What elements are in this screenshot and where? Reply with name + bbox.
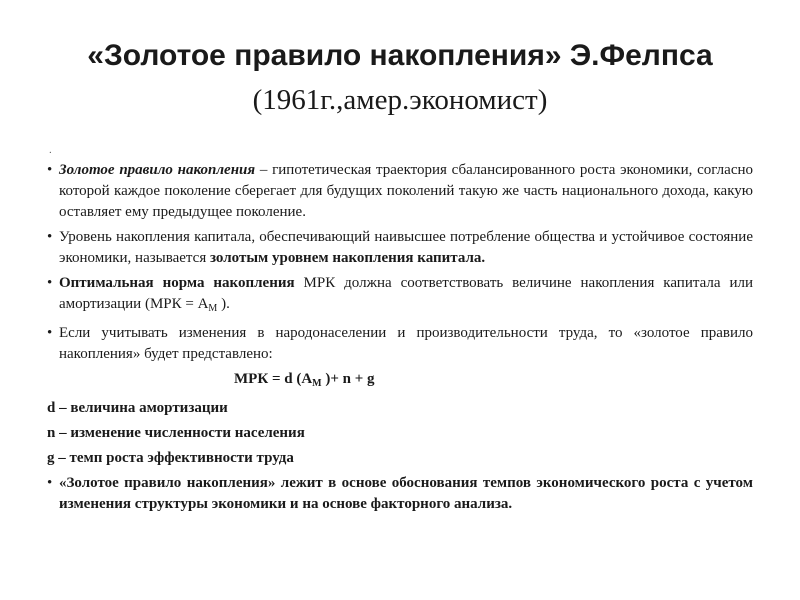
definition-n: n – изменение численности населения [47, 425, 305, 441]
definition-d: d – величина амортизации [47, 400, 228, 416]
bullet-item-golden-rule-definition [47, 160, 753, 223]
bullet-item-population-change [47, 323, 753, 365]
golden-level-text: Уровень накопления капитала, обеспечивающий наивысшее потребление общества и устойчивое состояние экономики, называется [59, 229, 753, 266]
formula-subscript: М [312, 378, 322, 389]
formula [47, 369, 753, 394]
optimal-rate-end: ). [217, 296, 230, 312]
bullet-item-optimal-rate [47, 273, 753, 319]
bullet-item-golden-level [47, 227, 753, 269]
golden-level-term: золотым уровнем накопления капитала. [209, 250, 486, 266]
optimal-rate-text: МРК должна соответствовать величине накопления капитала или амортизации (МРК = А [59, 275, 753, 312]
bullet-icon: • [47, 475, 53, 491]
bullet-icon: • [47, 275, 53, 291]
optimal-rate-term: Оптимальная норма накопления [59, 275, 295, 291]
bullet-icon: • [47, 162, 53, 178]
bullet-icon: • [47, 229, 53, 245]
definition-text: – гипотетическая траектория сбалансированного роста экономики, согласно которой каждое поколение сберегает для будущих поколений такую же часть национального дохода, какую оставляет ему предыдущее поколение. [59, 162, 754, 220]
bullet-icon: • [47, 325, 53, 341]
formula-part1: МРК = d (А [234, 371, 313, 387]
definition-g: g – темп роста эффективности труда [47, 450, 294, 466]
subscript-m: М [208, 303, 218, 314]
bullet-item-conclusion [47, 473, 753, 515]
stray-dot: . [49, 144, 52, 156]
formula-part2: )+ n + g [321, 371, 375, 387]
conclusion-text: «Золотое правило накопления» лежит в основе обоснования темпов экономического роста с учетом изменения структуры экономики и на основе факторного анализа. [59, 475, 753, 512]
term-golden-rule: Золотое правило накопления [59, 162, 256, 178]
content-area [47, 160, 753, 519]
slide-subtitle: (1961г.,амер.экономист) [252, 84, 548, 116]
slide-title: «Золотое правило накопления» Э.Фелпса [87, 39, 713, 72]
population-change-text: Если учитывать изменения в народонаселении и производительности труда, то «золотое правило накопления» будет представлено: [59, 325, 753, 362]
